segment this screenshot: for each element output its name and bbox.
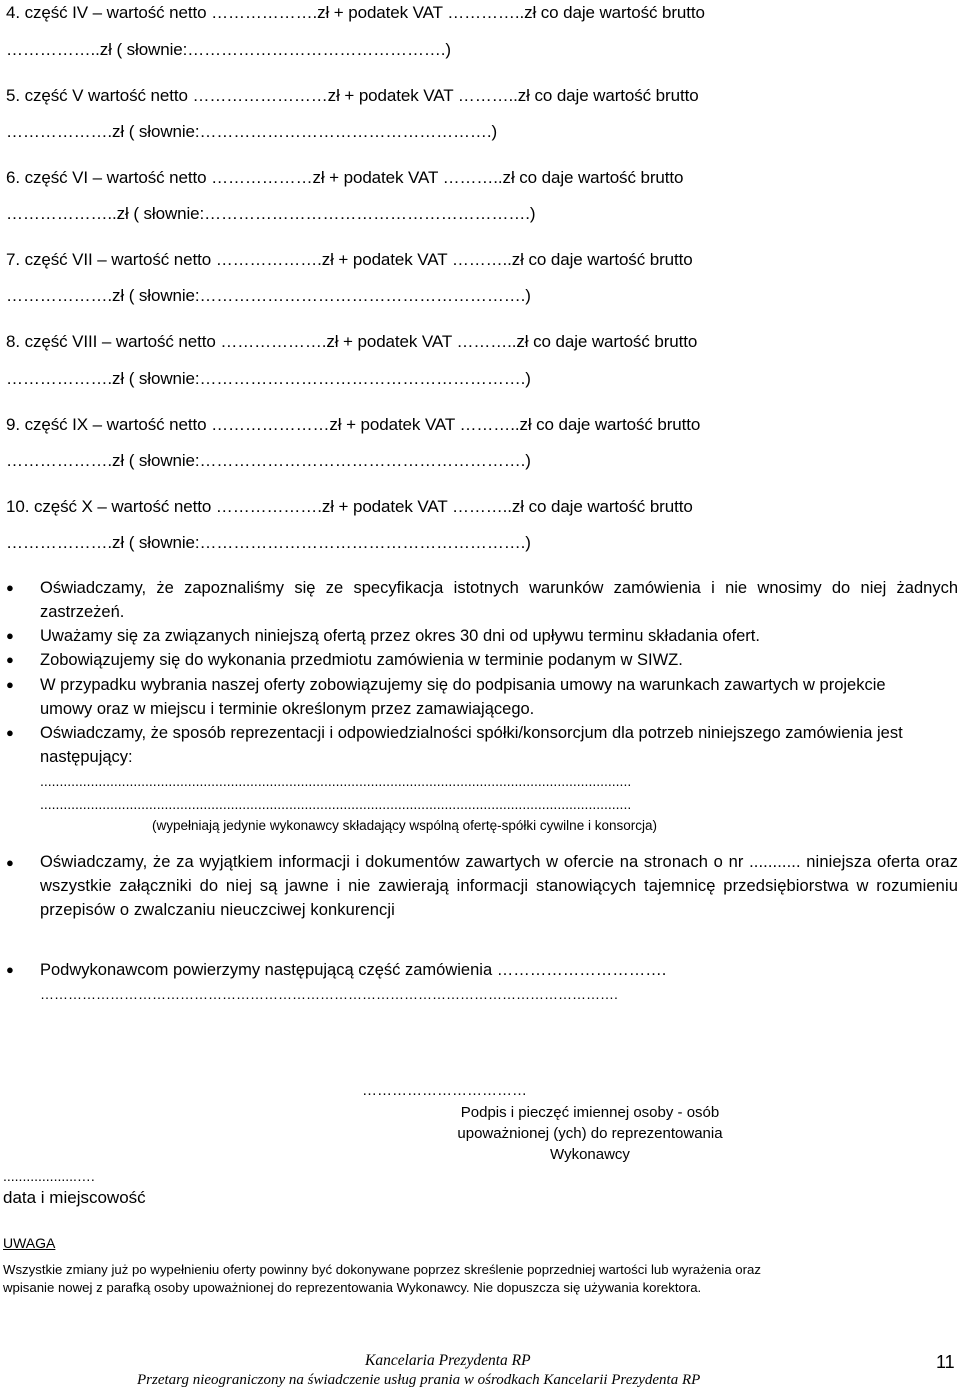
warning-text: wpisanie nowej z parafką osoby upoważnionej do reprezentowania Wykonawcy. Nie dopuszcza się używania korektora. — [3, 1280, 702, 1295]
signature-caption-line: Podpis i pieczęć imiennej osoby - osób — [460, 1104, 720, 1121]
part-line-words: ……………….zł ( słownie:…………………………………………….) — [6, 122, 498, 141]
signature-caption-line: upoważnionej (ych) do reprezentowania — [457, 1125, 723, 1142]
part-line-main: 4. część IV – wartość netto ……………….zł + podatek VAT …………..zł co daje wartość brutto — [6, 3, 705, 22]
footer-tender-title: Przetarg nieograniczony na świadczenie usług prania w ośrodkach Kancelarii Prezydenta RP — [137, 1372, 701, 1388]
part-line-words: ……………….zł ( słownie:………………………………………………….) — [6, 286, 531, 305]
bullet-icon: ● — [6, 652, 14, 667]
bullet-icon: ● — [6, 725, 14, 740]
part-line-words: ……………….zł ( słownie:………………………………………………….) — [6, 451, 531, 470]
signature-caption — [400, 1102, 780, 1165]
part-line-main: 6. część VI – wartość netto ………………zł + podatek VAT ………..zł co daje wartość brutto — [6, 168, 684, 187]
signature-caption-line: Wykonawcy — [550, 1146, 630, 1163]
date-place-dots: ...................…. — [3, 1168, 95, 1184]
bullet-icon: ● — [6, 580, 14, 595]
part-line-words: ……………….zł ( słownie:………………………………………………….) — [6, 533, 531, 552]
statement-text: Oświadczamy, że za wyjątkiem informacji i dokumentów zawartych w ofercie na stronach o nr ........... niniejsza oferta oraz wszystkie załączniki do niej są jawne i nie zawierają informacji stanowiących tajemnicę przedsiębiorstwa w rozumieniu przepisów o zwalczaniu nieuczciwej konkurencji — [40, 853, 958, 919]
signature-dots: …………………………… — [362, 1082, 527, 1099]
bullet-icon: ● — [6, 855, 14, 870]
bullet-icon: ● — [6, 628, 14, 643]
part-line-main: 7. część VII – wartość netto ……………….zł + podatek VAT ………..zł co daje wartość brutto — [6, 250, 693, 269]
part-line-main: 5. część V wartość netto ……………………zł + podatek VAT ………..zł co daje wartość brutto — [6, 86, 699, 105]
warning-text: Wszystkie zmiany już po wypełnieniu oferty powinny być dokonywane poprzez skreślenie poprzedniej wartości lub wyrażenia oraz — [3, 1262, 761, 1277]
statement-text: W przypadku wybrania naszej oferty zobowiązujemy się do podpisania umowy na warunkach zawartych w projekcie umowy oraz w miejscu i terminie określonym przez zamawiającego. — [40, 676, 886, 718]
fill-in-note: (wypełniają jedynie wykonawcy składający wspólną ofertę-spółki cywilne i konsorcja) — [152, 818, 657, 833]
part-line-words: ………………..zł ( słownie:………………………………………………….) — [6, 204, 536, 223]
warning-heading: UWAGA — [3, 1235, 56, 1251]
statement-text: Oświadczamy, że sposób reprezentacji i odpowiedzialności spółki/konsorcjum dla potrzeb niniejszego zamówienia jest następujący: — [40, 724, 903, 766]
statement-text: Uważamy się za związanych niniejszą ofertą przez okres 30 dni od upływu terminu składania ofert. — [40, 627, 760, 645]
part-line-main: 9. część IX – wartość netto …………………zł + podatek VAT ………..zł co daje wartość brutto — [6, 415, 701, 434]
date-place-label: data i miejscowość — [3, 1188, 146, 1207]
page-number: 11 — [936, 1352, 955, 1372]
fill-in-dots: ........................................................................................................................................................ — [40, 773, 632, 789]
fill-in-dots: ……………………………………………………………………………………………………………. — [40, 986, 618, 1002]
fill-in-dots: ........................................................................................................................................................ — [40, 796, 632, 812]
part-line-main: 8. część VIII – wartość netto ……………….zł + podatek VAT ………..zł co daje wartość brutto — [6, 332, 698, 351]
statement-text: Oświadczamy, że zapoznaliśmy się ze specyfikacja istotnych warunków zamówienia i nie wnosimy do niej żadnych zastrzeżeń. — [40, 579, 958, 621]
bullet-icon: ● — [6, 677, 14, 692]
bullet-icon: ● — [6, 962, 14, 977]
part-line-main: 10. część X – wartość netto ……………….zł + podatek VAT ………..zł co daje wartość brutto — [6, 497, 693, 516]
part-line-words: ……………….zł ( słownie:………………………………………………….) — [6, 369, 531, 388]
statement-text: Podwykonawcom powierzymy następującą część zamówienia …………………………. — [40, 961, 667, 979]
statement-text: Zobowiązujemy się do wykonania przedmiotu zamówienia w terminie podanym w SIWZ. — [40, 651, 683, 669]
part-line-words: ……………..zł ( słownie:……………………………………….) — [6, 40, 451, 59]
footer-institution: Kancelaria Prezydenta RP — [365, 1352, 531, 1369]
